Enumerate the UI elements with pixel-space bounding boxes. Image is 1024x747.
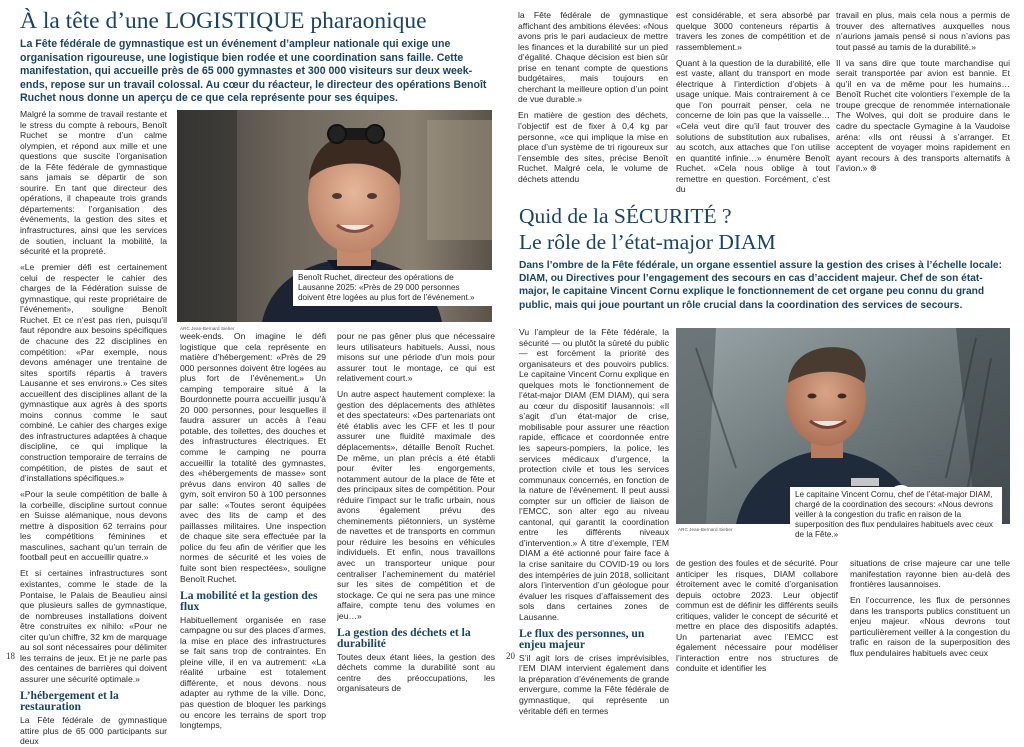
paragraph: Habituellement organisée en rase campagne ou sur des places d’armes, la mise en place des infrastructures se fait sans trop de contraintes. En pleine ville, il en va autrement: «La réalité urbaine est totalement différente, et nous devons nous adapter au rythme de la ville. Donc, pas question de bloquer les parkings ou encore les terrains de sport trop longtemps, <box>180 614 326 731</box>
right-top-column-1 <box>518 10 668 210</box>
right-top-column-2 <box>676 10 830 210</box>
paragraph: situations de crise majeure car une telle manifestation rayonne bien au-delà des frontières lausannoises. <box>850 558 1010 590</box>
subheading-dechets: La gestion des déchets et la durabilité <box>337 625 471 651</box>
paragraph: S’il agit lors de crises imprévisibles, l’EM DIAM intervient également dans la préparation d’événements de grande envergure, comme la Fête fédérale de gymnastique, qui représente un véritable défi en termes <box>519 652 669 716</box>
paragraph: week-ends. On imagine le défi logistique que cela représente en matière d’hébergement: «Près de 29 000 personnes doivent être logées au plus fort de l’événement.» Un camping temporaire situé à la Bourdonnette pourra accueillir jusqu’à 20 000 personnes, pour lesquelles il faudra assurer un accès à l’eau potable, des toilettes, des douches et des infrastructures électriques. Et comme le camping ne pourra accueillir la totalité des gymnastes, des «hébergements de masse» sont prévus dans environ 40 salles de gym, soit environ 50 à 100 personnes par salle: «Toutes seront équipées avec des lits de camp et des paillasses militaires. Une inspection de chaque site sera effectuée par la police du feu afin de vérifier que les normes de sécurité et les voies de fuite sont bien respectées», souligne Benoît Ruchet. <box>180 331 326 584</box>
photo-credit: ARC Jean-Bernard Sieber <box>180 326 235 331</box>
page-number-left: 18 <box>6 651 15 661</box>
paragraph: La Fête fédérale de gymnastique attire plus de 65 000 participants sur deux <box>20 714 167 747</box>
article-lead-securite: Dans l’ombre de la Fête fédérale, un organe essentiel assure la gestion des crises à l’échelle locale: DIAM, ou Directives pour l’engagement des secours en cas d’accident majeur. Chef de son état-major, le capitaine Vincent Cornu explique le fonctionnement de cet organe peu connu du grand public, mais qui joue pourtant un rôle crucial dans la coordination des services de secours. <box>519 260 1002 311</box>
paragraph: travail en plus, mais cela nous a permis de trouver des alternatives auxquelles nous n’aurions jamais pensé si nous n’avions pas tout passé au tamis de la durabilité.» <box>836 10 1010 52</box>
right-column-2 <box>676 558 838 674</box>
subheading-mobilite: La mobilité et la gestion des flux <box>180 588 318 614</box>
photo-caption-ruchet: Benoît Ruchet, directeur des opérations de Lausanne 2025: «Près de 29 000 personnes doivent être logées au plus fort de l’événement.» <box>293 270 493 306</box>
paragraph: Il va sans dire que toute marchandise qui serait transportée par avion est bannie. Et qu’il en va de même pour les humains… Benoît Ruchet cite volontiers l’exemple de la troupe grecque de renommée internationale The Wolves, qui doit se produire dans le cadre du spectacle Gymagine à la Vaudoise aréna: «Ils ont réussi à s’arranger. Et acceptent de voyager moins rapidement en ayant recours à des transports alternatifs à l’avion.» ⊛ <box>836 57 1010 174</box>
article-title-diam: Le rôle de l’état-major DIAM <box>519 230 776 254</box>
right-top-column-3 <box>836 10 1010 210</box>
photo-credit: ARC Jean-Bernard Sieber <box>678 527 733 532</box>
paragraph: «Le premier défi est certainement celui de respecter le cahier des charges de la Fédération suisse de gymnastique, qui reste propriétaire de l’événement», souligne Benoît Ruchet. Et ce n’est pas rien, puisqu’il faut répondre aux besoins spécifiques de chacune des 22 disciplines en compétition: «Par exemple, nous devons aménager une trentaine de sites sportifs répartis à travers Lausanne et ses environs.» Ces sites accueillent des disciplines allant de la gymnastique aux agrès à des sports moins connus comme le saut combiné. Le cahier des charges exige des infrastructures adaptées à chaque discipline, ce qui implique la construction temporaire de terrains de compétition, de pistes de saut et d’installations spécifiques.» <box>20 262 167 484</box>
paragraph: Quant à la question de la durabilité, elle est vaste, allant du transport en mode électrique à l’interdiction d’objets à usage unique. Mais contrairement à ce que l’on pourrait penser, cela ne concerne de loin pas que la vaisselle… «Cela veut dire qu’il faut trouver des solutions de substitution aux rubalises, au scotch, aux attaches que l’on utilise en quantité infinie…» énumère Benoît Ruchet. «Cela nous oblige à tout remettre en question. Forcément, c’est du <box>676 57 830 195</box>
paragraph: En l’occurrence, les flux de personnes dans les transports publics constituent un enjeu majeur. «Nous devrons tout particulièrement veiller à la congestion du trafic en raison de la superposition des flux pendulaires habituels avec ceux <box>850 595 1010 658</box>
left-column-2 <box>180 331 326 731</box>
paragraph: la Fête fédérale de gymnastique affichant des ambitions élevées: «Nous avons pris le pari audacieux de mettre les finances et la durabilité sur un pied d’égalité. Chaque décision est bien sûr prise en tenant compte de questions budgétaires, mais toujours en cherchant la meilleure option d’un point de vue durable.» <box>518 10 668 105</box>
paragraph: Et si certaines infrastructures sont existantes, comme le stade de la Pontaise, le Palais de Beaulieu ainsi que plusieurs salles de gymnastique, de nombreuses installations doivent être construites ex nihilo: «Pour ne citer qu’un chiffre, 32 km de marquage au sol sont nécessaires pour délimiter les terrains de jeux. Et je ne parle pas des centaines de barrières qui doivent assurer une sécurité optimale.» <box>20 568 167 684</box>
article-lead-logistique: La Fête fédérale de gymnastique est un événement d’ampleur nationale qui exige une organisation rigoureuse, une logistique bien rodée et une coordination sans faille. Cette manifestation, qui accueille près de 65 000 gymnastes et 300 000 visiteurs sur deux week-ends, repose sur un travail colossal. Au cœur du réacteur, le directeur des opérations Benoît Ruchet nous donne un aperçu de ce que cela représente pour ses équipes. <box>20 38 487 105</box>
paragraph: est considérable, et sera absorbé par quelque 3000 conteneurs répartis à travers les zones de compétition et de rassemblement.» <box>676 10 830 52</box>
paragraph: En matière de gestion des déchets, l’objectif est de fixer à 0,4 kg par personne, «ce qui implique la mise en place d’un système de tri rigoureux sur l’ensemble des sites, précise Benoît Ruchet. Malgré cela, le volume de déchets attendu <box>518 110 668 184</box>
subheading-flux: Le flux des personnes, un enjeu majeur <box>519 626 645 652</box>
left-column-1 <box>20 109 167 747</box>
paragraph: Vu l’ampleur de la Fête fédérale, la sécurité — ou plutôt la sûreté du public — est forcément la priorité des organisateurs et des pouvoirs publics. Le capitaine Vincent Cornu explique en quelques mots le fonctionnement de l’état-major DIAM (EM DIAM), qui sera au cœur du dispositif lausannois: «Il s’agit d’un état-major de crise, mobilisable pour assurer une réaction rapide, efficace et coordonnée entre les sapeurs-pompiers, la police, les services médicaux d’urgence, la protection civile et tous les services communaux concernés, en fonction de la nature de l’événement. Il peut aussi compter sur un officier de liaison de l’EMCC, son alter ego au niveau cantonal, qui garantit la coordination entre les différents niveaux d’intervention.» À titre d’exemple, l’EM DIAM a été actionné pour faire face à la crise sanitaire du COVID-19 ou lors des intempéries de juin 2018, sollicitant alors l’intervention d’un géologue pour évaluer les risques d’affaissement des sols dans certaines zones de Lausanne. <box>519 327 670 622</box>
paragraph: de gestion des foules et de sécurité. Pour anticiper les risques, DIAM collabore étroitement avec le comité d’organisation depuis octobre 2023. Leur objectif commun est de définir les différents seuils critiques, valider le concept de sécurité et mettre en place des dispositifs adaptés. Un partenariat avec l’EMCC est également nécessaire pour modéliser l’interaction entre nos structures de conduite et identifier les <box>676 558 838 674</box>
paragraph: Un autre aspect hautement complexe: la gestion des déplacements des athlètes et des spectateurs: «Des partenariats ont été établis avec les CFF et les tl pour assurer une fluidité maximale des déplacements», détaille Benoît Ruchet. De même, un plan précis a été établi pour éviter les engorgements, notamment autour de la place de fête et des principaux sites de compétition. Pour réduire l’impact sur le trafic urbain, nous avons également prévu des cheminements piétonniers, un système de navettes et de transports en commun pour réduire les besoins en véhicules individuels. Et enfin, nous travaillons avec un transporteur unique pour centraliser l’acheminement du matériel sur les sites de compétition et de stockage. Ce qui ne sera pas une mince affaire, compte tenu des volumes en jeu…» <box>337 389 495 621</box>
end-of-article-mark: ⊛ <box>869 163 878 174</box>
right-page <box>506 0 1024 716</box>
right-column-3 <box>850 558 1010 669</box>
paragraph: pour ne pas gêner plus que nécessaire leurs utilisateurs habituels. Aussi, nous misons sur une période d’un mois pour assurer tout le montage, ce qui est relativement court.» <box>337 331 495 384</box>
article-title-logistique: À la tête d’une LOGISTIQUE pharaonique <box>20 8 427 34</box>
paragraph: «Pour la seule compétition de balle à la corbeille, discipline surtout connue en Suisse alémanique, nous devons mettre à disposition 62 terrains pour les compétitions féminines et masculines, sachant qu’un terrain de football peut en accueillir quatre.» <box>20 489 167 563</box>
paragraph: Malgré la somme de travail restante et le stress du compte à rebours, Benoît Ruchet se montre d’un calme olympien, et répond aux mille et une questions que suscite l’organisation de la Fête fédérale de gymnastique sans jamais se départir de son sourire. En tant que directeur des opérations, il chapeaute trois grands départements: l’organisation des événements, la gestion des sites et infrastructures, ainsi que les services de soutien, incluant la mobilité, la sécurité et la propreté. <box>20 109 167 257</box>
right-column-1 <box>519 327 670 716</box>
paragraph: Toutes deux étant liées, la gestion des déchets comme la durabilité sont au centre des préoccupations, les organisateurs de <box>337 651 495 694</box>
page-number-right: 20 <box>506 651 515 661</box>
subheading-hebergement: L’hébergement et la restauration <box>20 688 119 714</box>
photo-caption-cornu: Le capitaine Vincent Cornu, chef de l’état-major DIAM, chargé de la coordination des secours: «Nous devrons veiller à la congestion du trafic en raison de la superposition des flux pendulaires habituels avec ceux de la Fête.» <box>790 487 1002 543</box>
article-title-securite: Quid de la SÉCURITÉ ? <box>519 204 732 228</box>
left-column-3 <box>337 331 495 694</box>
